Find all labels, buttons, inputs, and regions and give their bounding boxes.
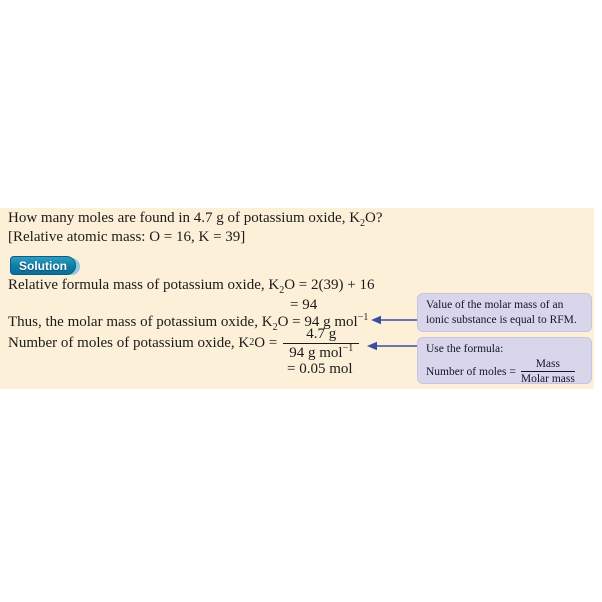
molar-mass-value: O = 94 g mol [277, 314, 358, 330]
callout-fraction [521, 358, 575, 386]
callout-line: Value of the molar mass of an [426, 299, 564, 311]
question-line-1 [8, 209, 383, 228]
formula-subscript: 2 [272, 322, 278, 333]
fraction-numerator: 4.7 g [306, 325, 337, 342]
callout-intro: Use the formula: [426, 343, 504, 355]
formula-subscript: 2 [360, 218, 366, 229]
moles-result: = 0.05 mol [287, 361, 353, 377]
moles-fraction [283, 326, 359, 361]
solution-badge-label: Solution [10, 256, 76, 275]
exponent: −1 [342, 342, 354, 354]
left-arrow-icon [367, 340, 417, 352]
question-text-end: O? [365, 210, 383, 226]
left-arrow-icon [371, 314, 417, 326]
fraction-denominator [283, 343, 359, 361]
rfm-result: = 94 [290, 297, 318, 313]
callout-formula [426, 358, 583, 386]
question-text: How many moles are found in 4.7 g of potassium oxide, K [8, 210, 361, 226]
question-line-2: [Relative atomic mass: O = 16, K = 39] [8, 229, 246, 245]
moles-text: Number of moles of potassium oxide, K [8, 334, 250, 351]
callout-line: ionic substance is equal to RFM. [426, 314, 577, 326]
rfm-text: Relative formula mass of potassium oxide, K [8, 277, 280, 293]
fraction-denominator: Molar mass [520, 373, 575, 385]
rfm-line [8, 276, 374, 295]
fraction-numerator: Mass [535, 358, 560, 370]
moles-equation-line: Number of moles of potassium oxide, K 2 O = $\frac{4.7 g}{94 g mol^{-1}}$ [8, 327, 359, 359]
formula-subscript: 2 [279, 285, 285, 296]
rfm-expression: O = 2(39) + 16 [284, 277, 375, 293]
molar-mass-text: Thus, the molar mass of potassium oxide, K [8, 314, 273, 330]
moles-equals: O = [254, 334, 278, 351]
solution-badge [10, 256, 82, 276]
callout-formula-note [417, 337, 592, 384]
denominator-value: 94 g mol [289, 344, 343, 361]
callout-formula-label: Number of moles = [426, 365, 516, 378]
callout-molar-mass-note [417, 293, 592, 332]
exponent: −1 [357, 312, 369, 323]
